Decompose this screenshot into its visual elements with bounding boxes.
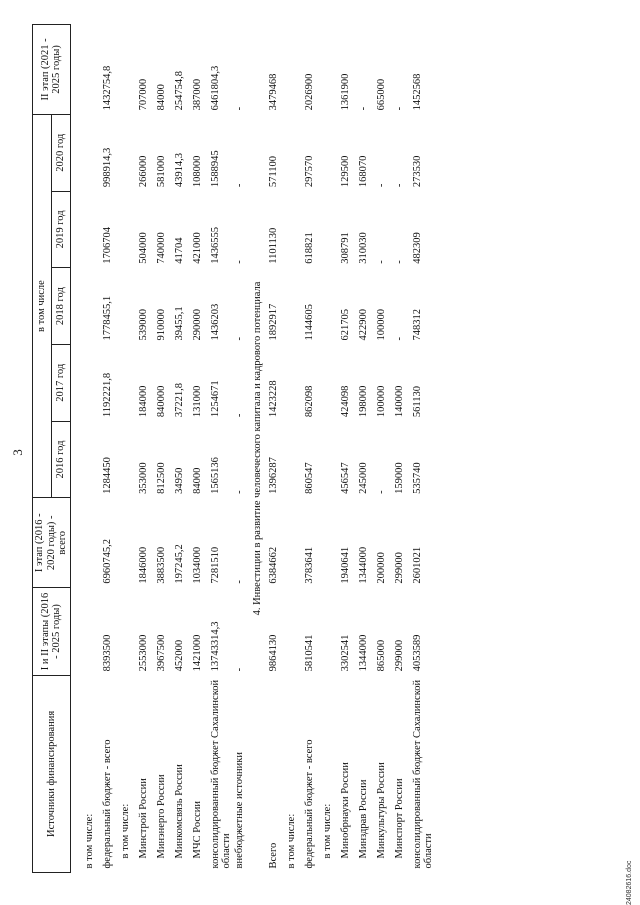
cell-value: 862098	[303, 385, 315, 418]
cell-value: 13743314,3	[209, 621, 221, 672]
cell-value	[83, 114, 101, 191]
cell-value: 424098	[339, 385, 351, 418]
row-label: Минздрав России	[357, 779, 369, 859]
cell-value: 3479468	[267, 73, 279, 111]
cell-value: 7281510	[209, 546, 221, 584]
table-row	[285, 25, 303, 873]
cell-value: 200000	[375, 552, 387, 584]
financing-table	[32, 24, 435, 873]
cell-value	[119, 268, 137, 345]
cell-value: 198000	[357, 385, 369, 418]
cell-value: 535740	[411, 462, 423, 494]
cell-value: 452000	[173, 639, 185, 672]
header-year-2018: 2018 год	[51, 268, 70, 345]
row-label: консолидированный бюджет Сахалинской области	[209, 679, 232, 869]
cell-value: 3883500	[155, 546, 167, 584]
cell-value: 168070	[357, 155, 369, 188]
cell-value: 108000	[191, 155, 203, 188]
cell-value	[119, 114, 137, 191]
cell-value: 1423228	[267, 380, 279, 418]
table-row	[173, 25, 191, 873]
header-stage2: II этап (2021 - 2025 годы)	[33, 25, 71, 115]
cell-value: 1396287	[267, 457, 279, 494]
cell-value: 618821	[303, 232, 315, 264]
cell-value: 2553000	[137, 634, 149, 672]
cell-value	[285, 114, 303, 191]
cell-value: 840000	[155, 385, 167, 418]
header-incl: в том числе	[33, 114, 52, 497]
cell-value: 571100	[267, 155, 279, 188]
cell-value: 1436555	[209, 227, 221, 264]
cell-value: 254754,8	[173, 70, 185, 111]
cell-value	[285, 191, 303, 268]
cell-value: 1344000	[357, 546, 369, 584]
table-row	[101, 25, 119, 873]
cell-value: 299000	[393, 552, 405, 584]
cell-value	[83, 268, 101, 345]
cell-value: -	[233, 260, 245, 264]
cell-value: 1144605	[303, 304, 315, 341]
cell-value: -	[357, 106, 369, 111]
cell-value	[285, 344, 303, 421]
cell-value: -	[393, 106, 405, 111]
cell-value	[321, 344, 339, 421]
cell-value	[321, 268, 339, 345]
cell-value: 84000	[191, 467, 203, 494]
cell-value	[321, 588, 339, 676]
cell-value	[119, 191, 137, 268]
cell-value	[83, 421, 101, 498]
cell-value	[285, 421, 303, 498]
cell-value: 3783641	[303, 546, 315, 584]
cell-value	[119, 25, 137, 115]
cell-value: 860547	[303, 462, 315, 494]
row-label: Минспорт России	[393, 778, 405, 859]
cell-value	[83, 344, 101, 421]
cell-value: 100000	[375, 385, 387, 418]
cell-value: 310030	[357, 232, 369, 264]
cell-value	[321, 421, 339, 498]
row-label: МЧС России	[191, 801, 203, 859]
cell-value: 740000	[155, 232, 167, 264]
cell-value: 1588945	[209, 150, 221, 188]
header-source: Источники финансирования	[33, 675, 71, 872]
cell-value: 1101130	[267, 227, 279, 264]
header-year-2017: 2017 год	[51, 344, 70, 421]
cell-value: -	[233, 580, 245, 584]
cell-value: 6960745,2	[101, 539, 113, 584]
cell-value: 561130	[411, 386, 423, 418]
cell-value: 8393500	[101, 634, 113, 672]
header-stage1: I этап (2016 - 2020 годы) - всего	[33, 498, 71, 588]
row-label: в том числе:	[83, 813, 95, 869]
cell-value: 197245,2	[173, 544, 185, 584]
cell-value: 1421000	[191, 634, 203, 672]
cell-value	[83, 25, 101, 115]
cell-value: -	[375, 490, 387, 494]
cell-value	[321, 191, 339, 268]
cell-value: 1432754,8	[101, 65, 113, 111]
cell-value: -	[233, 183, 245, 188]
cell-value: 1361900	[339, 73, 351, 111]
cell-value: 421000	[191, 232, 203, 264]
cell-value: 43914,3	[173, 152, 185, 188]
cell-value: 297570	[303, 155, 315, 188]
header-total: I и II этапы (2016 - 2025 годы)	[33, 588, 71, 676]
cell-value	[285, 25, 303, 115]
row-label: федеральный бюджет - всего	[303, 739, 315, 869]
cell-value: 9864130	[267, 634, 279, 672]
table-row	[191, 25, 209, 873]
cell-value: 37221,8	[173, 383, 185, 418]
table-row	[267, 25, 285, 873]
row-label: Всего	[267, 842, 279, 869]
cell-value: 1436203	[209, 303, 221, 341]
cell-value: 5810541	[303, 634, 315, 672]
cell-value	[285, 588, 303, 676]
cell-value: 2026900	[303, 73, 315, 111]
cell-value: 184000	[137, 385, 149, 418]
cell-value: 353000	[137, 462, 149, 494]
cell-value: 1284450	[101, 457, 113, 494]
cell-value: 1452568	[411, 73, 423, 111]
cell-value: 621705	[339, 308, 351, 341]
cell-value: -	[233, 413, 245, 418]
cell-value	[119, 588, 137, 676]
cell-value: -	[393, 336, 405, 341]
cell-value	[119, 498, 137, 588]
cell-value: 1706704	[101, 227, 113, 264]
row-label: в том числе:	[285, 813, 297, 869]
row-label: консолидированный бюджет Сахалинской области	[411, 679, 434, 869]
cell-value: 1344000	[357, 634, 369, 672]
cell-value: 129500	[339, 155, 351, 188]
header-year-2020: 2020 год	[51, 114, 70, 191]
cell-value: 266000	[137, 155, 149, 188]
cell-value: 1778455,1	[101, 295, 113, 341]
page-number: 3	[10, 449, 25, 456]
table-row	[411, 25, 435, 873]
cell-value	[321, 25, 339, 115]
cell-value: 539000	[137, 308, 149, 341]
header-year-2019: 2019 год	[51, 191, 70, 268]
cell-value: 748312	[411, 308, 423, 341]
cell-value: 6384662	[267, 546, 279, 584]
cell-value: 998914,3	[101, 147, 113, 188]
cell-value: 131000	[191, 385, 203, 418]
cell-value: 34950	[173, 467, 185, 494]
cell-value	[321, 498, 339, 588]
cell-value: 1565136	[209, 457, 221, 494]
cell-value: 159000	[393, 462, 405, 494]
cell-value	[119, 421, 137, 498]
cell-value: 273530	[411, 155, 423, 188]
cell-value: -	[233, 490, 245, 494]
table-row	[375, 25, 393, 873]
table-row	[321, 25, 339, 873]
cell-value: 41704	[173, 237, 185, 264]
cell-value: 299000	[393, 639, 405, 672]
row-label: федеральный бюджет - всего	[101, 739, 113, 869]
cell-value: 504000	[137, 232, 149, 264]
cell-value	[285, 268, 303, 345]
cell-value: -	[393, 260, 405, 264]
cell-value: 387000	[191, 78, 203, 111]
cell-value: 4053589	[411, 634, 423, 672]
cell-value: 456547	[339, 462, 351, 494]
table-row	[357, 25, 375, 873]
row-label: Минобрнауки России	[339, 762, 351, 859]
table-row	[83, 25, 101, 873]
cell-value: -	[375, 260, 387, 264]
row-label: в том числе:	[119, 803, 131, 859]
row-label: Минстрой России	[137, 778, 149, 859]
cell-value: 1892917	[267, 303, 279, 341]
section-title: 4. Инвестиции в развитие человеческого капитала и кадрового потенциала	[251, 281, 263, 616]
cell-value: 290000	[191, 308, 203, 341]
cell-value: 581000	[155, 155, 167, 188]
cell-value: 1034000	[191, 546, 203, 584]
cell-value: 1846000	[137, 546, 149, 584]
cell-value: -	[233, 336, 245, 341]
row-label: Минкультуры России	[375, 762, 387, 859]
cell-value: -	[375, 183, 387, 188]
cell-value: 3967500	[155, 634, 167, 672]
cell-value: 39455,1	[173, 306, 185, 341]
row-label: в том числе:	[321, 803, 333, 859]
cell-value: -	[233, 106, 245, 111]
cell-value: -	[393, 183, 405, 188]
cell-value	[285, 498, 303, 588]
cell-value	[83, 191, 101, 268]
row-label: внебюджетные источники	[233, 751, 245, 869]
cell-value: 6461804,3	[209, 65, 221, 111]
cell-value: 245000	[357, 462, 369, 494]
cell-value: 308791	[339, 232, 351, 264]
table-row	[393, 25, 411, 873]
cell-value: 422900	[357, 308, 369, 341]
cell-value: 482309	[411, 232, 423, 264]
cell-value: 2601021	[411, 546, 423, 584]
table-body	[70, 25, 435, 873]
row-label: Минкомсвязь России	[173, 764, 185, 859]
cell-value: 1192221,8	[101, 372, 113, 418]
cell-value: 707000	[137, 78, 149, 111]
cell-value	[119, 344, 137, 421]
table-row	[137, 25, 155, 873]
cell-value	[83, 588, 101, 676]
row-label: Минэнерго России	[155, 774, 167, 859]
table-row	[233, 25, 251, 873]
cell-value	[83, 498, 101, 588]
table-row	[209, 25, 233, 873]
cell-value: 812500	[155, 462, 167, 494]
cell-value: 100000	[375, 308, 387, 341]
cell-value: 1940641	[339, 546, 351, 584]
doc-code: 24082616.doc	[626, 860, 633, 905]
table-row	[119, 25, 137, 873]
header-year-2016: 2016 год	[51, 421, 70, 498]
cell-value: -	[233, 667, 245, 672]
table-header	[33, 25, 71, 873]
cell-value: 3302541	[339, 634, 351, 672]
table-row	[303, 25, 321, 873]
cell-value: 84000	[155, 84, 167, 111]
cell-value: 1254671	[209, 380, 221, 418]
cell-value: 865000	[375, 639, 387, 672]
cell-value	[321, 114, 339, 191]
cell-value: 140000	[393, 385, 405, 418]
cell-value: 910000	[155, 308, 167, 341]
table-row	[155, 25, 173, 873]
table-row	[339, 25, 357, 873]
cell-value: 665000	[375, 78, 387, 111]
